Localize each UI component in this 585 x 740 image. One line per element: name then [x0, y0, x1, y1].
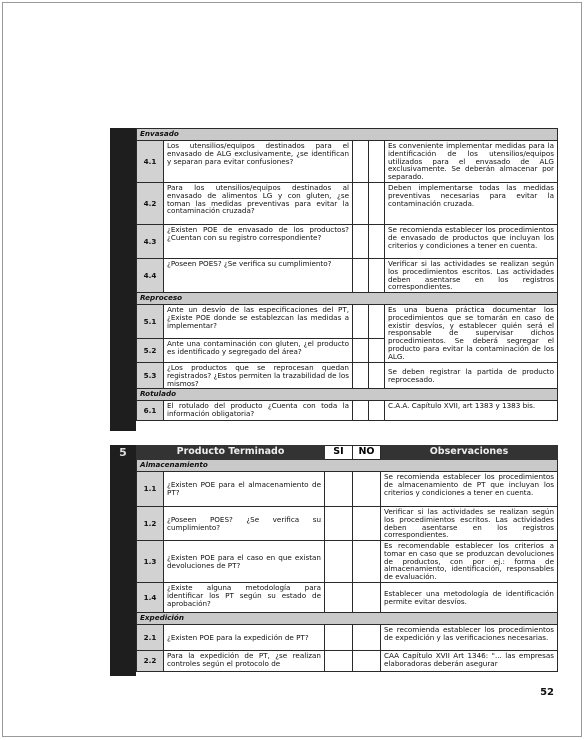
si-checkbox[interactable]: [353, 141, 369, 183]
header-title: Producto Terminado: [137, 446, 325, 460]
question-cell: ¿Los productos que se reprocesan quedan registrados? ¿Estos permiten la trazabilidad de los mismos?: [164, 363, 353, 389]
table-header: [137, 446, 558, 460]
table-row: [137, 472, 558, 507]
si-checkbox[interactable]: [325, 472, 353, 507]
table-row: [137, 507, 558, 541]
checklist-table-1: [136, 128, 558, 421]
row-number: 4.1: [137, 141, 164, 183]
row-number: 5.2: [137, 339, 164, 363]
chapter-number: 5: [119, 446, 127, 459]
si-checkbox[interactable]: [353, 339, 369, 363]
no-checkbox[interactable]: [369, 141, 385, 183]
observation-cell: Es conveniente implementar medidas para la identificación de los utensilios/equipos utilizados para el envasado de ALG exclusivamente. Se deberán almacenar por separado.: [385, 141, 558, 183]
observation-cell: Verificar si las actividades se realizan según los procedimientos escritos. Las actividades deben asentarse en los registros correspondientes.: [381, 507, 558, 541]
si-checkbox[interactable]: [353, 305, 369, 339]
table-row: [137, 625, 558, 651]
no-checkbox[interactable]: [369, 305, 385, 339]
si-checkbox[interactable]: [353, 225, 369, 259]
si-checkbox[interactable]: [353, 401, 369, 421]
row-number: 2.1: [137, 625, 164, 651]
no-checkbox[interactable]: [369, 225, 385, 259]
no-checkbox[interactable]: [369, 401, 385, 421]
question-cell: ¿Existen POE de envasado de los productos? ¿Cuentan con su registro correspondiente?: [164, 225, 353, 259]
row-number: 1.2: [137, 507, 164, 541]
section-reproceso: Reproceso: [137, 293, 558, 305]
section-expedicion: Expedición: [137, 613, 558, 625]
row-number: 5.1: [137, 305, 164, 339]
no-checkbox[interactable]: [353, 625, 381, 651]
section-envasado: Envasado: [137, 129, 558, 141]
observation-cell: Se recomienda establecer los procedimientos de almacenamiento de PT que incluyan los criterios y condiciones a tener en cuenta.: [381, 472, 558, 507]
si-checkbox[interactable]: [325, 625, 353, 651]
header-observations: Observaciones: [381, 446, 558, 460]
table-row: [137, 541, 558, 583]
row-number: 4.4: [137, 259, 164, 293]
si-checkbox[interactable]: [325, 507, 353, 541]
no-checkbox[interactable]: [369, 363, 385, 389]
table-row: [137, 651, 558, 672]
si-checkbox[interactable]: [353, 259, 369, 293]
question-cell: Ante una contaminación con gluten, ¿el producto es identificado y segregado del área?: [164, 339, 353, 363]
row-number: 1.4: [137, 583, 164, 613]
no-checkbox[interactable]: [369, 259, 385, 293]
question-cell: ¿Existen POE para el almacenamiento de PT?: [164, 472, 325, 507]
observation-cell: Se recomienda establecer los procedimientos de envasado de productos que incluyan los criterios y condiciones a tener en cuenta.: [385, 225, 558, 259]
row-number: 5.3: [137, 363, 164, 389]
row-number: 1.3: [137, 541, 164, 583]
table-row: [137, 225, 558, 259]
question-cell: ¿Poseen POES? ¿Se verifica su cumplimiento?: [164, 259, 353, 293]
row-number: 2.2: [137, 651, 164, 672]
question-cell: Para los utensilios/equipos destinados al envasado de alimentos LG y con gluten, ¿se toman las medidas preventivas para evitar la contaminación cruzada?: [164, 183, 353, 225]
row-number: 4.2: [137, 183, 164, 225]
header-si: SI: [325, 446, 353, 460]
observation-cell: Se recomienda establecer los procedimientos de expedición y las verificaciones necesarias.: [381, 625, 558, 651]
table-row: [137, 141, 558, 183]
table2-gutter: [110, 445, 136, 676]
table-row: [137, 183, 558, 225]
observation-cell: CAA Capítulo XVII Art 1346: "... las empresas elaboradoras deberán asegurar: [381, 651, 558, 672]
no-checkbox[interactable]: [353, 583, 381, 613]
question-cell: El rotulado del producto ¿Cuenta con toda la información obligatoria?: [164, 401, 353, 421]
si-checkbox[interactable]: [325, 583, 353, 613]
si-checkbox[interactable]: [353, 183, 369, 225]
checklist-table-2: [136, 445, 558, 672]
row-number: 1.1: [137, 472, 164, 507]
table-row: [137, 259, 558, 293]
no-checkbox[interactable]: [353, 541, 381, 583]
table-row: [137, 363, 558, 389]
question-cell: Para la expedición de PT, ¿se realizan controles según el protocolo de: [164, 651, 325, 672]
no-checkbox[interactable]: [369, 183, 385, 225]
si-checkbox[interactable]: [325, 651, 353, 672]
question-cell: ¿Existen POE para el caso en que existan devoluciones de PT?: [164, 541, 325, 583]
table-row: [137, 401, 558, 421]
observation-cell: Deben implementarse todas las medidas preventivas necesarias para evitar la contaminación cruzada.: [385, 183, 558, 225]
no-checkbox[interactable]: [353, 472, 381, 507]
observation-cell: Verificar si las actividades se realizan según los procedimientos escritos. Las actividades deben asentarse en los registros correspondientes.: [385, 259, 558, 293]
question-cell: Los utensilios/equipos destinados para el envasado de ALG exclusivamente, ¿se identifican y separan para evitar confusiones?: [164, 141, 353, 183]
question-cell: Ante un desvío de las especificaciones del PT, ¿Existe POE donde se establezcan las medidas a implementar?: [164, 305, 353, 339]
observation-cell: Es una buena práctica documentar los procedimientos que se tomarán en caso de existir desvíos, y establecer quién será el responsable de supervisar dichos procedimientos. Se deberá segregar el producto para evitar la contaminación de los ALG.: [385, 305, 558, 363]
question-cell: ¿Existe alguna metodología para identificar los PT según su estado de aprobación?: [164, 583, 325, 613]
si-checkbox[interactable]: [353, 363, 369, 389]
observation-cell: Establecer una metodología de identificación permite evitar desvíos.: [381, 583, 558, 613]
observation-cell: Se deben registrar la partida de producto reprocesado.: [385, 363, 558, 389]
table1-gutter: [110, 128, 136, 431]
question-cell: ¿Poseen POES? ¿Se verifica su cumplimiento?: [164, 507, 325, 541]
si-checkbox[interactable]: [325, 541, 353, 583]
observation-cell: C.A.A. Capítulo XVII, art 1383 y 1383 bis.: [385, 401, 558, 421]
no-checkbox[interactable]: [353, 651, 381, 672]
table-row: [137, 305, 558, 339]
no-checkbox[interactable]: [353, 507, 381, 541]
section-almacenamiento: Almacenamiento: [137, 460, 558, 472]
row-number: 6.1: [137, 401, 164, 421]
observation-cell: Es recomendable establecer los criterios a tomar en caso que se produzcan devoluciones de productos, con por ej.: forma de almacenamiento, identificación, responsables de evaluación.: [381, 541, 558, 583]
section-rotulado: Rotulado: [137, 389, 558, 401]
no-checkbox[interactable]: [369, 339, 385, 363]
page-number: 52: [540, 687, 554, 698]
header-no: NO: [353, 446, 381, 460]
table-row: [137, 583, 558, 613]
question-cell: ¿Existen POE para la expedición de PT?: [164, 625, 325, 651]
row-number: 4.3: [137, 225, 164, 259]
